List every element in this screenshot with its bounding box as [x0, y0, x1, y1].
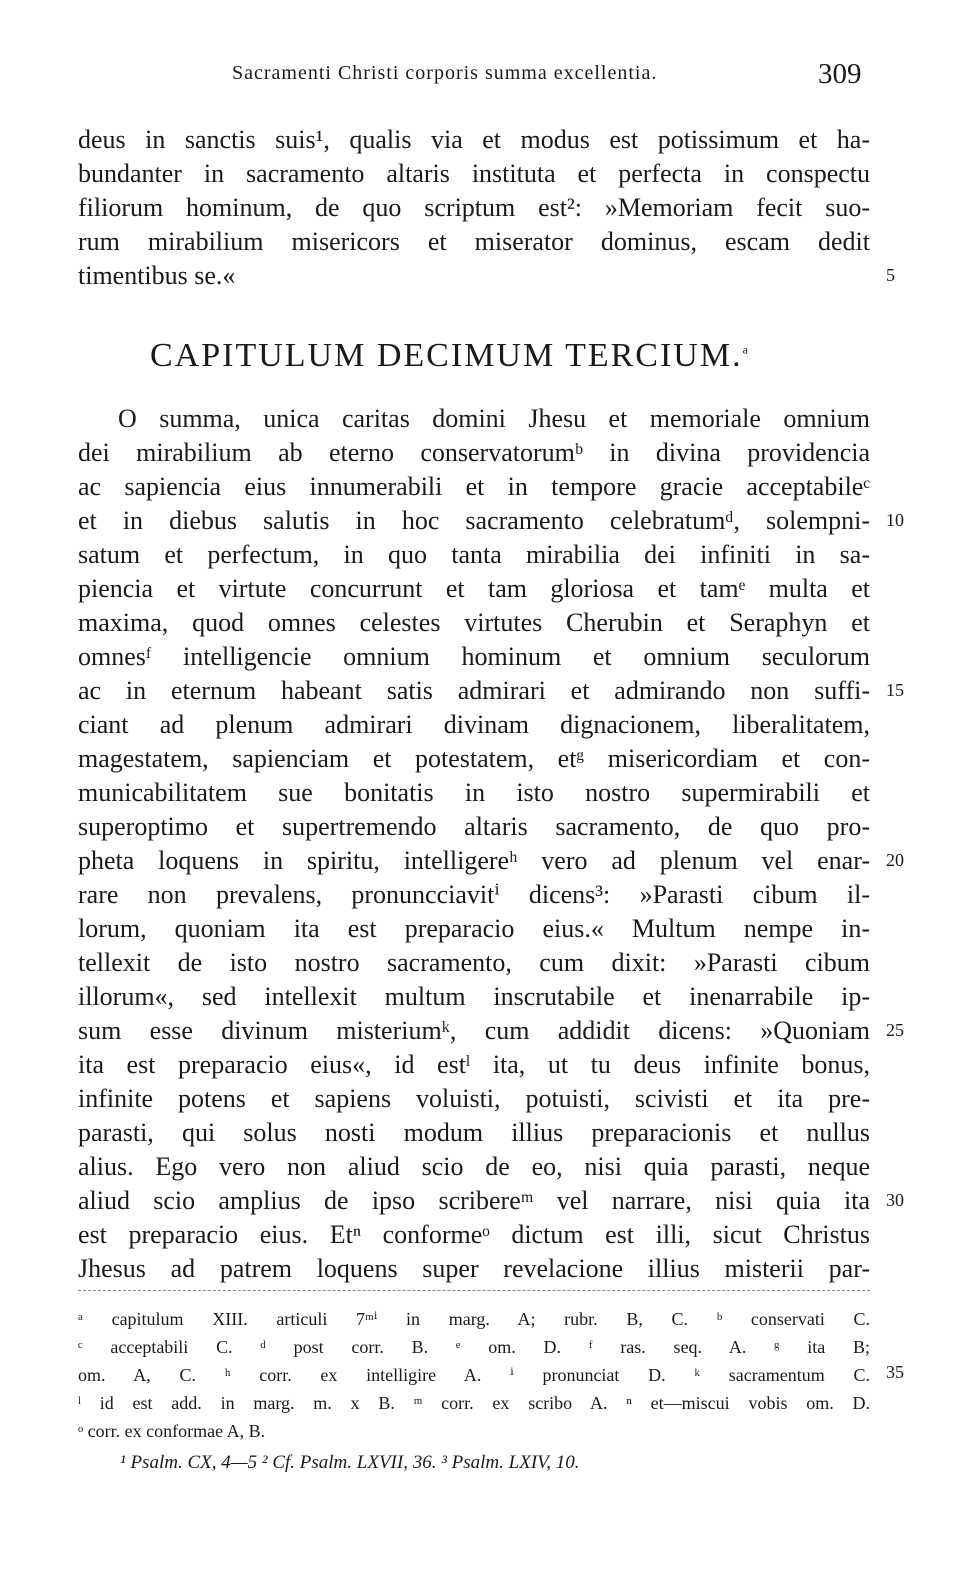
text-line: filiorum hominum, de quo scriptum est²: »Memoriam fecit suo- [78, 193, 870, 222]
text-line: rum mirabilium misericors et miserator dominus, escam dedit [78, 227, 870, 256]
line-number: 10 [886, 510, 904, 530]
text-line: satum et perfectum, in quo tanta mirabilia dei infiniti in sa- [78, 540, 870, 569]
line-number: 5 [886, 265, 895, 285]
apparatus-line: ᶜ acceptabili C. ᵈ post corr. B. ᵉ om. D. ᶠ ras. seq. A. ᵍ ita B; [78, 1337, 870, 1357]
text-line: timentibus se.« [78, 261, 236, 290]
chapter-title: CAPITULUM DECIMUM TERCIUM. [150, 337, 743, 374]
text-line: piencia et virtute concurrunt et tam gloriosa et tamᵉ multa et [78, 574, 870, 603]
text-line: ac in eternum habeant satis admirari et admirando non suffi- [78, 676, 870, 705]
apparatus-line: ᵃ capitulum XIII. articuli 7ᵐⁱ in marg. A; rubr. B, C. ᵇ conservati C. [78, 1309, 870, 1329]
running-title: Sacramenti Christi corporis summa excellentia. [232, 62, 658, 84]
text-line: dei mirabilium ab eterno conservatorumᵇ in divina providencia [78, 438, 870, 467]
text-line: maxima, quod omnes celestes virtutes Cherubin et Seraphyn et [78, 608, 870, 637]
text-line: tellexit de isto nostro sacramento, cum dixit: »Parasti cibum [78, 948, 870, 977]
text-line: bundanter in sacramento altaris instituta et perfecta in conspectu [78, 159, 870, 188]
apparatus-line: ˡ id est add. in marg. m. x B. ᵐ corr. ex scribo A. ⁿ et—miscui vobis om. D. [78, 1393, 870, 1413]
text-line: magestatem, sapienciam et potestatem, etᵍ misericordiam et con- [78, 744, 870, 773]
text-line: infinite potens et sapiens voluisti, potuisti, scivisti et ita pre- [78, 1084, 870, 1113]
text-line: parasti, qui solus nosti modum illius preparacionis et nullus [78, 1118, 870, 1147]
chapter-heading [150, 337, 748, 375]
text-line: deus in sanctis suis¹, qualis via et modus est potissimum et ha- [78, 125, 870, 154]
text-line: municabilitatem sue bonitatis in isto nostro supermirabili et [78, 778, 870, 807]
text-line: rare non prevalens, pronuncciavitⁱ dicens³: »Parasti cibum il- [78, 880, 870, 909]
text-line: superoptimo et supertremendo altaris sacramento, de quo pro- [78, 812, 870, 841]
apparatus-line: om. A, C. ʰ corr. ex intelligire A. ⁱ pronunciat D. ᵏ sacramentum C. [78, 1365, 870, 1385]
text-line: illorum«, sed intellexit multum inscrutabile et inenarrabile ip- [78, 982, 870, 1011]
line-number: 30 [886, 1190, 904, 1210]
line-number: 15 [886, 680, 904, 700]
text-line: ac sapiencia eius innumerabili et in tempore gracie acceptabileᶜ [78, 472, 870, 501]
text-line: pheta loquens in spiritu, intelligereʰ vero ad plenum vel enar- [78, 846, 870, 875]
text-line: O summa, unica caritas domini Jhesu et memoriale omnium [118, 404, 870, 433]
text-line: lorum, quoniam ita est preparacio eius.« Multum nempe in- [78, 914, 870, 943]
text-line: sum esse divinum misteriumᵏ, cum addidit dicens: »Quoniam [78, 1016, 870, 1045]
source-references: ¹ Psalm. CX, 4—5 ² Cf. Psalm. LXVII, 36. ³ Psalm. LXIV, 10. [120, 1452, 580, 1473]
text-line: alius. Ego vero non aliud scio de eo, nisi quia parasti, neque [78, 1152, 870, 1181]
line-number: 25 [886, 1020, 904, 1040]
text-line: aliud scio amplius de ipso scribereᵐ vel narrare, nisi quia ita [78, 1186, 870, 1215]
line-number: 20 [886, 850, 904, 870]
text-line: est preparacio eius. Etⁿ conformeᵒ dictum est illi, sicut Christus [78, 1220, 870, 1249]
page-number: 309 [818, 58, 862, 90]
chapter-note-mark: a [742, 342, 748, 357]
text-line: omnesᶠ intelligencie omnium hominum et omnium seculorum [78, 642, 870, 671]
text-line: ciant ad plenum admirari divinam dignacionem, liberalitatem, [78, 710, 870, 739]
text-line: et in diebus salutis in hoc sacramento celebratumᵈ, solempni- [78, 506, 870, 535]
line-number: 35 [886, 1362, 904, 1382]
apparatus-line: ᵒ corr. ex conformae A, B. [78, 1421, 266, 1441]
text-line: Jhesus ad patrem loquens super revelacione illius misterii par- [78, 1254, 870, 1283]
text-line: ita est preparacio eius«, id estˡ ita, ut tu deus infinite bonus, [78, 1050, 870, 1079]
footnote-divider [78, 1290, 870, 1291]
